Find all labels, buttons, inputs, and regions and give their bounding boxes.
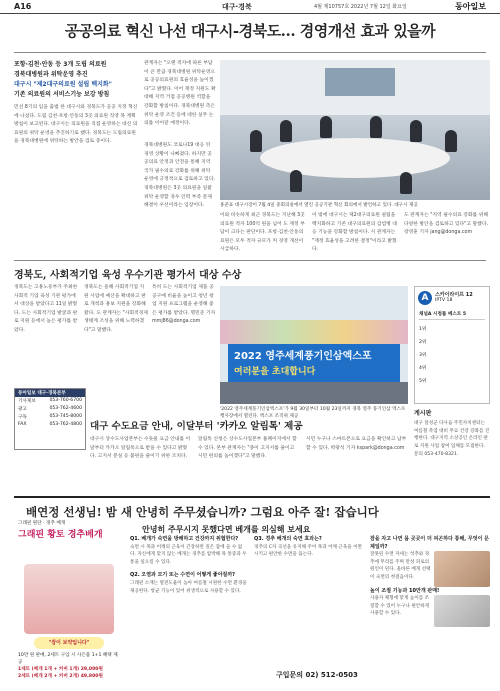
channel-sidebar [414, 286, 490, 404]
article3-body-col2: 알림톡 신청은 상수도사업본부 홈페이지에서 할 수 있다. 본부 관계자는 "종이 고지서를 줄이고 시민 편의를 높이겠다"고 말했다. [198, 437, 297, 460]
festival-photo [220, 286, 408, 404]
rank-item: 1위 [419, 327, 427, 332]
contact-row [15, 405, 85, 413]
contact-row [15, 397, 85, 405]
article1-body-col2: 관계자는 "오랜 적자에 따른 부담이 큰 만큼 경북대병원 위탁운영으로 공공의료원의 효율성을 높이겠다"고 밝혔다. 이어 재정 지원도 확대해 지역 거점 공공병원 역할을 강화할 방침이다. 경북대병원 측은 위탁 운영 조건 등에 대한 실무 논의를 이어갈 예정이다. [144, 61, 216, 127]
ad-right-column [370, 536, 490, 627]
ad-answer: 잘못된 수면 자세는 척추와 경추에 무리를 주며 만성 피로의 원인이 된다. 올바른 베개 선택이 숙면의 첫걸음이다. [370, 552, 431, 580]
divider [14, 52, 486, 53]
price-line: 2세트 (베개 2개 + 커버 2개) 49,800원 [18, 674, 103, 679]
photo-caption: 홍준표 대구시장이 7월 4일 중회의실에서 열린 공공기관 혁신 회의에서 발언하고 있다. 대구시 제공 [220, 203, 418, 208]
photo-person [250, 130, 262, 152]
channel-a-logo: A [418, 291, 432, 305]
sidebar-section-title: 채널A 시청률 베스트 5 [419, 312, 467, 317]
ad-answer: 숙면 시 목과 어깨의 근육이 긴장하면 깊은 잠에 들 수 없다. 자신에게 맞지 않는 베개는 경추를 압박해 목 통증과 두통을 일으킬 수 있다. [130, 544, 247, 565]
article1-body-col1: 민선 8기의 임을 출범 한 대구시와 경북도가 공공 지정 혁신에 나섰다. 도립 김천·포항·안동의 3곳 의료원 직영 목 계획 방침이 보고된다. 대구시는 의료원을 직접 운영하는 대신 의료원의 위탁 운영을 추진하기로 했다. 경북도는 도립의료원을 경북대병원에 위탁하는 방안을 검토 중이다. [14, 105, 138, 145]
photo-person [445, 130, 457, 152]
contact-value: 053-745-8000 [49, 414, 82, 419]
article3-body-col1: 대구시 상수도사업본부는 수돗물 요금 안내를 이달부터 카카오 알림톡으로 받을 수 있다고 밝혔다. 고지서 분실 등 불편을 줄이기 위한 조치다. [90, 437, 191, 460]
contact-value: 053-762-4800 [49, 422, 82, 427]
festival-caption: '2022 영주세계풍기인삼엑스포'가 9월 30일부터 10월 23일까지 경북 영주 풍기인삼 엑스포 행사장에서 열린다. 엑스포 조직위 제공 [220, 407, 406, 419]
price-line: 1세트 (베개 1개 + 커버 1개) 29,000원 [18, 667, 103, 672]
expo-banner [228, 344, 400, 382]
photo-screen [325, 68, 395, 96]
phone-number: 02) 512-0503 [305, 671, 358, 679]
photo-person [410, 120, 422, 142]
subhead [14, 60, 138, 100]
pillow-photo [434, 595, 490, 627]
ad-headline: 배연정 선생님! 밤 새 안녕히 주무셨습니까? 그럼요 아주 잘! 잡습니다 [26, 505, 379, 519]
subhead-highlight: 대구시 "제2대구의료원 설립 백지화" [14, 81, 112, 88]
ad-answer: 사용자 체형에 맞게 높이를 조절할 수 있어 누구나 편안하게 사용할 수 있다. [370, 596, 430, 617]
article2-body-col1: 경북도는 고용노동부가 주최한 사회적 기업 육성 기관 평가에서 대상을 받았다고 11일 밝혔다. 도는 사회적기업 발굴과 판로 지원 등에서 높은 평가를 받았다. [14, 285, 78, 333]
rank-item: 2위 [419, 340, 427, 345]
pillow-advertisement [14, 496, 490, 682]
photo-person [370, 116, 382, 138]
rank-item: 3위 [419, 353, 427, 358]
article2-body-col2: 경북도는 올해 사회적기업 지원 사업에 예산을 확대하고 판로 개척과 홍보 지원을 강화해 왔다. 도 관계자는 "사회적경제 생태계 조성을 위해 노력하겠다"고 말했다. [84, 285, 148, 333]
article1-subheads [14, 60, 138, 147]
flower-decoration [220, 320, 408, 344]
phone-label: 구입문의 [276, 671, 304, 679]
contact-box [14, 388, 86, 450]
ad-price [18, 652, 122, 680]
sidebar-channel: IPTV 18 [435, 298, 453, 303]
article2-body-col3: 특히 도는 사회적기업 제품 공공구매 비율을 높이고 청년 창업 지원 프로그램을 운영해 좋은 평가를 받았다. 명민준 기자 mmj86@donga.com [152, 285, 216, 325]
ad-brand: 그래핀 황토 경추베개 [18, 530, 103, 540]
crowd [220, 382, 408, 404]
ad-qa-column2 [254, 536, 364, 559]
ad-question: Q2. 오염과 모기 또는 수면이 어떻게 좋아질까? [130, 572, 236, 579]
ad-qa-column1 [130, 536, 248, 595]
ad-phone [276, 670, 358, 680]
divider [419, 319, 485, 320]
ad-question: 잠을 자고 나면 몸 곳곳이 더 피곤하다 통해, 무엇이 문제일까? [370, 536, 489, 550]
ad-brand-small: 그래핀 원단 · 경추 베개 [18, 521, 66, 526]
article2-headline: 경북도, 사회적기업 육성 우수기관 평가서 대상 수상 [14, 270, 242, 281]
article3-headline: 대구 수도요금 안내, 이달부터 '카카오 알림톡' 제공 [90, 421, 303, 432]
contact-label: 기사제보 [18, 399, 36, 404]
rank-item: 5위 [419, 379, 427, 384]
photo-person [290, 170, 302, 192]
divider [14, 260, 486, 261]
subhead-line: 경북대병원과 위탁운영 추진 [14, 71, 88, 78]
article1-lower-col1: 이와 비슷하게 최근 경북도는 지난해 3곳 의료원 적자 100억 원을 넘어 도 재정 부담이 크다는 판단이다. 포항·김천·안동의료원은 모두 적자 규모가 커 경영 개선이 시급하다. [220, 213, 305, 253]
contact-value: 053-760-6700 [49, 398, 82, 403]
meeting-photo [220, 60, 490, 200]
sleeping-photo [434, 551, 490, 587]
contact-row [15, 413, 85, 421]
ad-answer: 그래핀 소재는 열전도율이 높아 여름철 시원한 수면 환경을 제공한다. 항균 기능이 있어 위생적으로 사용할 수 있다. [130, 580, 247, 594]
paper-name: 동아일보 [455, 2, 486, 11]
rank-list [419, 323, 426, 388]
photo-table [260, 138, 450, 178]
ad-left-panel [14, 520, 124, 684]
contact-value: 053-762-4600 [49, 406, 82, 411]
subhead-line: 포항·김천·안동 등 3개 도립 의료원 [14, 61, 107, 68]
ad-subheadline: 안녕히 주무시지 못했다면 베개를 의심해 보세요 [142, 525, 311, 534]
sidebar-program: 스카이라이프 12 [435, 292, 473, 298]
photo-person [320, 116, 332, 138]
photo-person [400, 172, 412, 194]
contact-label: 구독 [18, 415, 27, 420]
ad-question: Q1. 베개가 숙면을 방해하고 건강까지 위협한다? [130, 536, 239, 542]
contact-box-title: 동아일보 대구·경북본부 [15, 389, 85, 397]
ad-question: 높이 조절 기능과 10만개 판매! [370, 587, 440, 594]
ad-answer: 경추의 C자 곡선을 유지해 주어 목과 어깨 근육을 이완시키고 편안한 수면을 돕는다. [254, 544, 363, 558]
rank-item: 4위 [419, 366, 427, 371]
banner-title: 2022 영주세계풍기인삼엑스포 [234, 351, 372, 362]
photo-person [280, 120, 292, 142]
subhead-line: 기존 의료원의 서비스기능 보강 방침 [14, 91, 110, 98]
notice-body: 대구 달성군 다사읍 주민자치센터는 여름철 폭염 대비 무료 건강 강좌를 진행한다. 대구지역 소상공인 온라인 판로 지원 사업 참여 업체를 모집한다. 문의 053-470-8321. [414, 420, 490, 457]
price-line: 10만 원 판매, 2세트 구입 시 사은품 1+1 혜택 제공 [18, 653, 118, 665]
contact-label: 광고 [18, 407, 27, 412]
date-line: 4월 제10757호 2022년 7월 12일 화요일 [314, 4, 407, 10]
page-number: A16 [14, 2, 32, 11]
article3-body-col3: 시민 누구나 스마트폰으로 요금을 확인하고 납부할 수 있다. 박광석 기자 kspark@donga.com [306, 437, 407, 451]
article1-lower-col2: 이 밖에 대구시는 제2대구의료원 설립을 백지화하고 기존 대구의료원의 감염병 대응 기능을 강화할 방침이다. 시 관계자는 "재정 효율성을 고려한 결정"이라고 밝혔다. [312, 213, 397, 253]
page-header [0, 0, 500, 14]
speech-bubble: "잠이 보약입니다" [34, 637, 104, 649]
notice-title: 게시판 [414, 410, 432, 417]
spokesperson-photo [24, 564, 114, 634]
contact-label: FAX [18, 422, 27, 427]
article1-lower-col3: 도 관계자는 "지역 필수의료 강화를 위해 다양한 방안을 검토하고 있다"고 말했다. 장영훈 기자 jang@donga.com [404, 213, 488, 236]
article1-body-col3: 경북대병원도 코로나19 대응 뒤 경영 상황이 나빠졌다. 하지만 공공의료 안정과 안전을 통해 지역 국가 필수의료 강화를 위해 위탁 운영에 긍정적으로 검토하고 있다. 경북대병원은 3곳 의료원을 일괄 위탁 운영할 경우 인력 부족 문제 해결이 우선이라는 입장이다. [144, 143, 215, 209]
contact-row [15, 421, 85, 428]
article1-headline: 공공의료 혁신 나선 대구시-경북도… 경영개선 효과 있을까 [64, 22, 436, 40]
notice-board [414, 410, 490, 459]
banner-subtitle: 여러분을 초대합니다 [234, 367, 316, 377]
section-label: 대구·경북 [222, 3, 252, 11]
ad-question: Q3. 경추 베개의 숙면 효과는? [254, 536, 322, 542]
